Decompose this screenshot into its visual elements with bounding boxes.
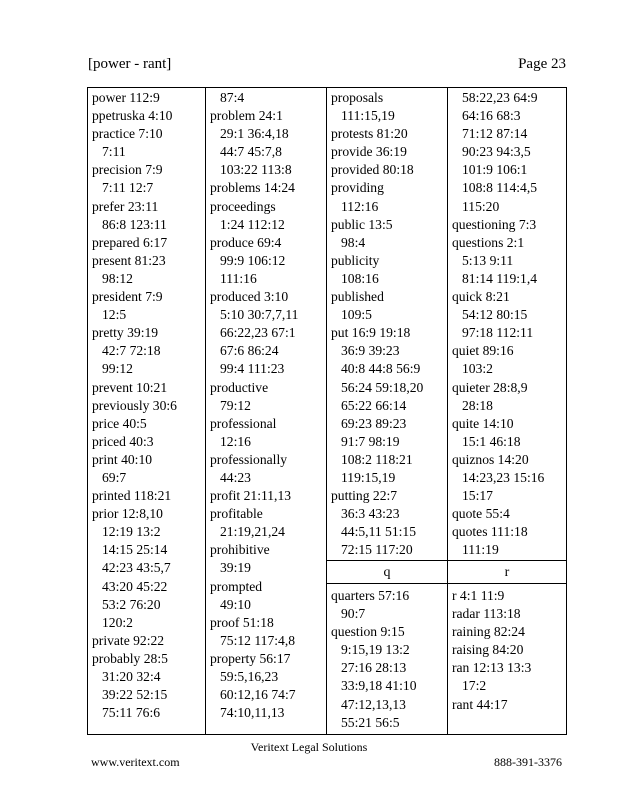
index-entry: [92, 234, 202, 252]
entry-page-refs: 86:8 123:11: [102, 216, 167, 232]
entry-page-refs: 12:19 13:2: [102, 524, 161, 540]
entry-term-line: problems 14:24: [210, 180, 295, 196]
index-entry: [92, 397, 202, 415]
index-entry: [92, 107, 202, 125]
entry-term-line: quiznos 14:20: [452, 451, 529, 467]
entry-page-refs: 64:16 68:3: [462, 108, 521, 124]
entry-page-refs: 65:22 66:14: [341, 397, 407, 413]
index-column-3: [327, 88, 448, 734]
entry-page-refs: 69:23 89:23: [341, 415, 407, 431]
entry-page-refs: 12:5: [102, 307, 127, 323]
index-entry: [210, 451, 323, 487]
index-column-1: [88, 88, 206, 734]
entry-term-line: questioning 7:3: [452, 216, 537, 232]
entry-term-line: provide 36:19: [331, 144, 407, 160]
entry-term-line: publicity: [331, 252, 380, 268]
entry-page-refs: 71:12 87:14: [462, 126, 528, 142]
index-entry: [210, 487, 323, 505]
entry-term-line: providing: [331, 180, 384, 196]
footer-website[interactable]: www.veritext.com: [91, 755, 180, 769]
entry-page-refs: 55:21 56:5: [341, 714, 400, 730]
entry-page-refs: 99:4 111:23: [220, 361, 285, 377]
entry-term-line: ppetruska 4:10: [92, 108, 173, 124]
entry-term-line: provided 80:18: [331, 162, 414, 178]
index-entry: [210, 650, 323, 722]
entry-term-line: quieter 28:8,9: [452, 379, 528, 395]
index-entry: [210, 415, 323, 451]
index-entry: [92, 379, 202, 397]
entry-page-refs: 101:9 106:1: [462, 162, 528, 178]
entry-page-refs: 28:18: [462, 397, 493, 413]
entry-term-line: question 9:15: [331, 624, 405, 640]
index-entry: [92, 198, 202, 234]
entry-page-refs: 59:5,16,23: [220, 669, 279, 684]
entry-page-refs: 31:20 32:4: [102, 669, 161, 684]
index-entry: [452, 641, 563, 659]
index-entry: [331, 179, 444, 215]
index-entry: [331, 288, 444, 324]
entry-page-refs: 112:16: [341, 198, 379, 214]
entry-page-refs: 42:7 72:18: [102, 343, 161, 359]
index-range: [power - rant]: [88, 56, 172, 72]
index-entry: [331, 143, 444, 161]
entry-page-refs: 111:19: [462, 542, 499, 558]
index-entry: [452, 234, 563, 288]
entry-page-refs: 44:5,11 51:15: [341, 524, 417, 540]
entry-term-line: radar 113:18: [452, 606, 521, 622]
index-entry: [92, 252, 202, 288]
index-entry: [210, 234, 323, 288]
entry-term-line: prepared 6:17: [92, 234, 168, 250]
page-number: Page 23: [518, 56, 566, 72]
entry-term-line: quotes 111:18: [452, 524, 528, 540]
index-entry: [452, 415, 563, 451]
section-entries: [448, 584, 566, 714]
index-entry: [452, 216, 563, 234]
index-entry: [210, 505, 323, 541]
index-entry: [92, 650, 202, 722]
entry-term-line: prior 12:8,10: [92, 506, 163, 522]
entry-page-refs: 119:15,19: [341, 469, 396, 485]
index-entry: [210, 614, 323, 650]
entry-term-line: raising 84:20: [452, 642, 524, 658]
entry-page-refs: 111:15,19: [341, 108, 395, 124]
index-entry: [210, 89, 323, 107]
entry-page-refs: 53:2 76:20: [102, 596, 161, 612]
index-entry: [331, 487, 444, 559]
entry-page-refs: 43:20 45:22: [102, 578, 168, 594]
entry-page-refs: 103:22 113:8: [220, 162, 292, 178]
entry-page-refs: 40:8 44:8 56:9: [341, 361, 421, 377]
entry-page-refs: 98:12: [102, 270, 133, 286]
index-entry: [452, 288, 563, 342]
entry-term-line: rant 44:17: [452, 696, 508, 712]
index-entry: [92, 487, 202, 505]
entry-term-line: property 56:17: [210, 650, 291, 666]
entry-page-refs: 5:10 30:7,7,11: [220, 307, 299, 323]
entry-term-line: protests 81:20: [331, 126, 408, 142]
entry-term-line: present 81:23: [92, 252, 166, 268]
word-index-table: [87, 87, 567, 735]
section-letter-r: r: [448, 560, 566, 584]
entry-page-refs: 109:5: [341, 307, 372, 323]
index-entry: [331, 125, 444, 143]
entry-page-refs: 69:7: [102, 469, 127, 485]
entry-term-line: proposals: [331, 90, 384, 105]
entry-page-refs: 49:10: [220, 596, 251, 612]
entry-page-refs: 87:4: [220, 90, 245, 105]
entry-page-refs: 27:16 28:13: [341, 660, 407, 676]
entry-page-refs: 103:2: [462, 361, 493, 377]
column-entries: [448, 88, 566, 559]
entry-page-refs: 56:24 59:18,20: [341, 379, 424, 395]
section-entries: [327, 584, 447, 732]
entry-term-line: quote 55:4: [452, 506, 510, 522]
entry-term-line: probably 28:5: [92, 650, 168, 666]
index-entry: [210, 179, 323, 197]
entry-page-refs: 44:23: [220, 469, 251, 485]
entry-term-line: professional: [210, 415, 277, 431]
entry-page-refs: 15:17: [462, 488, 493, 504]
entry-page-refs: 14:23,23 15:16: [462, 469, 545, 485]
entry-page-refs: 75:12 117:4,8: [220, 632, 296, 648]
entry-page-refs: 120:2: [102, 614, 133, 630]
entry-page-refs: 90:7: [341, 606, 366, 622]
index-entry: [92, 89, 202, 107]
entry-term-line: quiet 89:16: [452, 343, 514, 359]
entry-term-line: r 4:1 11:9: [452, 588, 505, 603]
entry-term-line: proof 51:18: [210, 614, 274, 630]
column-entries: [327, 88, 447, 559]
entry-page-refs: 7:11 12:7: [102, 180, 154, 196]
entry-term-line: previously 30:6: [92, 397, 177, 413]
index-column-4: [448, 88, 566, 734]
entry-page-refs: 108:2 118:21: [341, 451, 413, 467]
index-entry: [452, 451, 563, 505]
index-entry: [452, 623, 563, 641]
column-entries: [88, 88, 205, 722]
entry-term-line: priced 40:3: [92, 433, 154, 449]
entry-term-line: prompted: [210, 578, 263, 594]
entry-page-refs: 97:18 112:11: [462, 325, 534, 341]
section-letter-q: q: [327, 560, 447, 584]
entry-term-line: profit 21:11,13: [210, 488, 292, 504]
entry-page-refs: 98:4: [341, 234, 366, 250]
index-entry: [452, 342, 563, 378]
entry-term-line: put 16:9 19:18: [331, 325, 411, 341]
entry-page-refs: 17:2: [462, 678, 487, 694]
index-entry: [452, 696, 563, 714]
index-entry: [92, 451, 202, 487]
entry-term-line: practice 7:10: [92, 126, 163, 142]
footer-phone: 888-391-3376: [494, 755, 562, 769]
entry-page-refs: 39:22 52:15: [102, 687, 168, 703]
entry-term-line: prefer 23:11: [92, 198, 159, 214]
index-entry: [92, 415, 202, 433]
entry-term-line: published: [331, 289, 384, 305]
entry-term-line: quarters 57:16: [331, 588, 410, 603]
entry-page-refs: 81:14 119:1,4: [462, 270, 538, 286]
entry-page-refs: 108:8 114:4,5: [462, 180, 538, 196]
entry-page-refs: 12:16: [220, 433, 251, 449]
index-entry: [92, 288, 202, 324]
index-entry: [331, 161, 444, 179]
entry-term-line: prohibitive: [210, 542, 270, 558]
index-entry: [331, 587, 444, 623]
entry-page-refs: 7:11: [102, 144, 126, 160]
index-entry: [92, 433, 202, 451]
entry-page-refs: 115:20: [462, 198, 500, 214]
entry-term-line: profitable: [210, 506, 263, 522]
entry-term-line: private 92:22: [92, 632, 165, 648]
entry-page-refs: 60:12,16 74:7: [220, 687, 296, 703]
entry-page-refs: 33:9,18 41:10: [341, 678, 417, 694]
entry-page-refs: 36:3 43:23: [341, 506, 400, 522]
entry-term-line: proceedings: [210, 198, 276, 214]
entry-page-refs: 1:24 112:12: [220, 216, 285, 232]
entry-page-refs: 91:7 98:19: [341, 433, 400, 449]
index-entry: [210, 379, 323, 415]
entry-page-refs: 99:9 106:12: [220, 252, 286, 268]
entry-page-refs: 9:15,19 13:2: [341, 642, 410, 658]
entry-term-line: putting 22:7: [331, 488, 398, 504]
entry-term-line: price 40:5: [92, 415, 147, 431]
entry-page-refs: 74:10,11,13: [220, 705, 285, 721]
entry-term-line: raining 82:24: [452, 624, 525, 640]
entry-term-line: productive: [210, 379, 269, 395]
column-entries: [206, 88, 326, 722]
entry-page-refs: 75:11 76:6: [102, 705, 161, 721]
entry-term-line: prevent 10:21: [92, 379, 168, 395]
entry-term-line: produced 3:10: [210, 289, 289, 305]
entry-page-refs: 72:15 117:20: [341, 542, 413, 558]
entry-page-refs: 36:9 39:23: [341, 343, 400, 359]
footer-company: Veritext Legal Solutions: [250, 740, 368, 754]
index-entry: [210, 198, 323, 234]
entry-page-refs: 47:12,13,13: [341, 696, 406, 712]
entry-page-refs: 29:1 36:4,18: [220, 126, 289, 142]
entry-term-line: precision 7:9: [92, 162, 163, 178]
entry-term-line: questions 2:1: [452, 234, 525, 250]
entry-term-line: ran 12:13 13:3: [452, 660, 532, 676]
entry-term-line: quick 8:21: [452, 289, 510, 305]
entry-page-refs: 54:12 80:15: [462, 307, 528, 323]
index-entry: [331, 89, 444, 125]
index-entry: [210, 578, 323, 614]
entry-term-line: printed 118:21: [92, 488, 172, 504]
index-entry: [452, 523, 563, 559]
entry-page-refs: 44:7 45:7,8: [220, 144, 282, 160]
index-entry: [92, 125, 202, 161]
index-entry: [210, 288, 323, 378]
entry-term-line: power 112:9: [92, 90, 160, 105]
entry-page-refs: 14:15 25:14: [102, 542, 168, 558]
entry-page-refs: 58:22,23 64:9: [462, 90, 538, 105]
index-entry: [452, 659, 563, 695]
entry-term-line: public 13:5: [331, 216, 393, 232]
entry-page-refs: 21:19,21,24: [220, 524, 285, 540]
entry-page-refs: 15:1 46:18: [462, 433, 521, 449]
index-entry: [92, 505, 202, 632]
index-entry: [331, 623, 444, 732]
index-entry: [452, 379, 563, 415]
entry-page-refs: 108:16: [341, 270, 379, 286]
index-entry: [210, 107, 323, 179]
index-entry: [331, 252, 444, 288]
entry-page-refs: 67:6 86:24: [220, 343, 279, 359]
entry-page-refs: 66:22,23 67:1: [220, 325, 296, 341]
entry-term-line: president 7:9: [92, 289, 163, 305]
entry-page-refs: 79:12: [220, 397, 251, 413]
index-entry: [92, 632, 202, 650]
index-entry: [331, 216, 444, 252]
entry-page-refs: 99:12: [102, 361, 133, 377]
entry-page-refs: 42:23 43:5,7: [102, 560, 171, 576]
index-entry: [452, 605, 563, 623]
entry-term-line: produce 69:4: [210, 234, 282, 250]
index-entry: [452, 587, 563, 605]
index-entry: [331, 324, 444, 487]
index-entry: [92, 324, 202, 378]
entry-term-line: professionally: [210, 451, 288, 467]
index-entry: [452, 505, 563, 523]
entry-page-refs: 39:19: [220, 560, 251, 576]
entry-page-refs: 90:23 94:3,5: [462, 144, 531, 160]
entry-page-refs: 111:16: [220, 270, 257, 286]
index-entry: [92, 161, 202, 197]
entry-term-line: problem 24:1: [210, 108, 283, 124]
entry-term-line: quite 14:10: [452, 415, 514, 431]
index-entry: [210, 541, 323, 577]
entry-page-refs: 5:13 9:11: [462, 252, 514, 268]
entry-term-line: print 40:10: [92, 451, 153, 467]
index-entry: [452, 89, 563, 216]
index-column-2: [206, 88, 327, 734]
entry-term-line: pretty 39:19: [92, 325, 159, 341]
